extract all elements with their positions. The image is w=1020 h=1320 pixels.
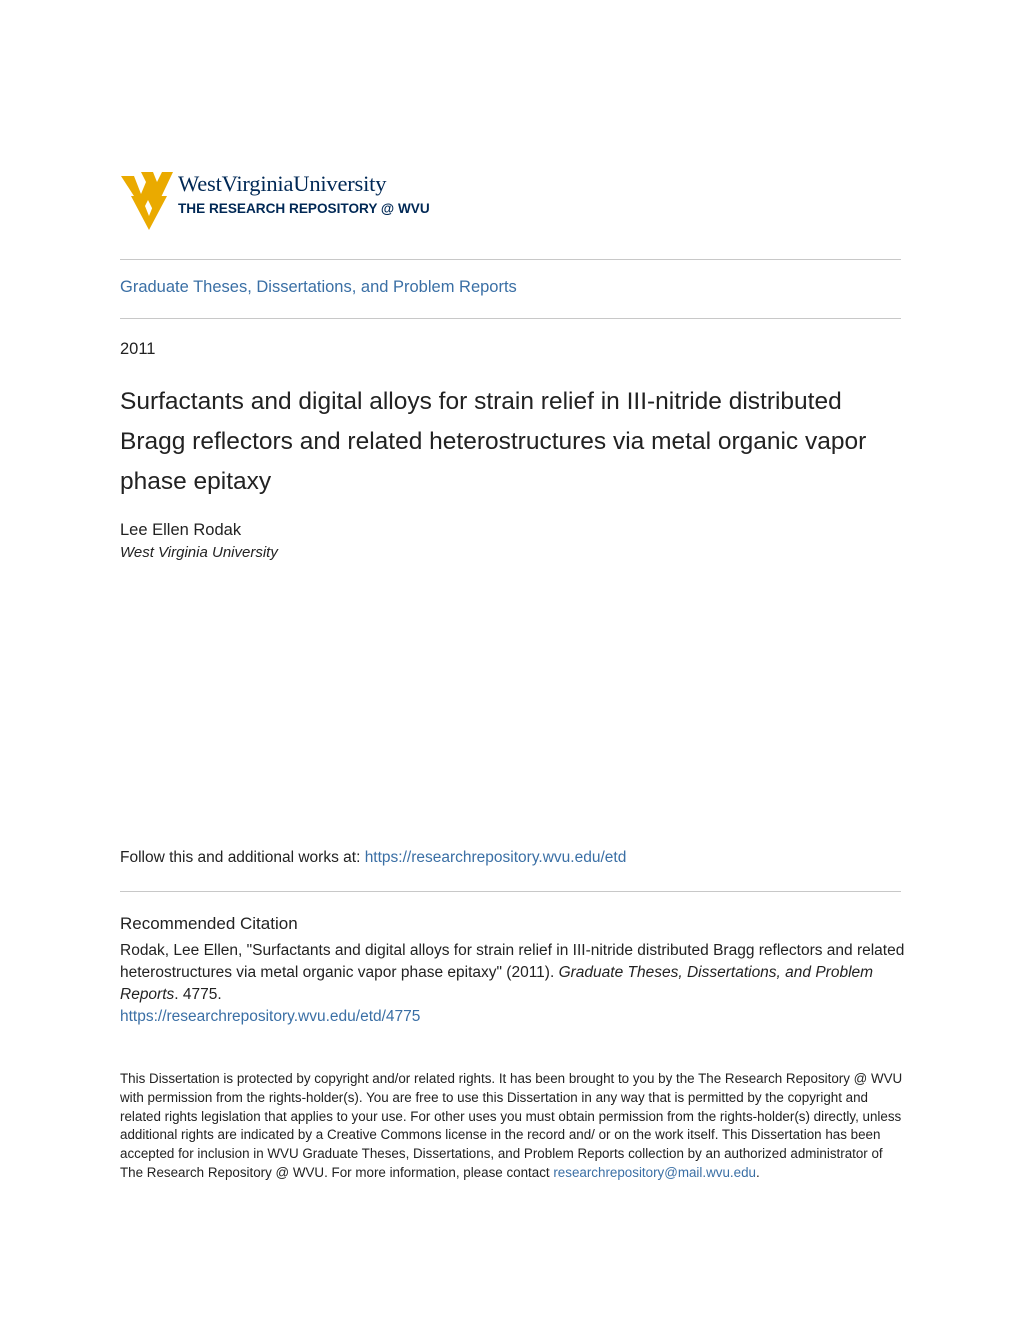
rights-statement — [120, 1070, 905, 1183]
citation-main: Rodak, Lee Ellen, "Surfactants and digital alloys for strain relief in III-nitride distributed Bragg reflectors and related heterostructures via metal organic vapor phase epitaxy" (2011). — [120, 942, 905, 981]
rights-end: . — [755, 1164, 760, 1180]
divider-citation — [120, 891, 901, 892]
citation-link[interactable]: https://researchrepository.wvu.edu/etd/4775 — [120, 1008, 421, 1025]
follow-line — [120, 849, 626, 867]
citation-series: Graduate Theses, Dissertations, and Problem Reports — [120, 964, 874, 1003]
author-affiliation: West Virginia University — [120, 544, 278, 561]
divider-top — [120, 259, 901, 260]
divider-series — [120, 318, 901, 319]
follow-text: Follow this and additional works at: — [120, 849, 365, 866]
rights-text: This Dissertation is protected by copyright and/or related rights. It has been brought to you by the The Research Repository @ WVU with permission from the rights-holder(s). You are free to use this Dissertation in any way that is permitted by the copyright and related rights legislation that applies to your use. For other uses you must obtain permission from the rights-holder(s) directly, unless additional rights are indicated by a Creative Commons license in the record and/ or on the work itself. This Dissertation has been accepted for inclusion in WVU Graduate Theses, Dissertations, and Problem Reports collection by an authorized administrator of The Research Repository @ WVU. For more information, please contact — [120, 1071, 903, 1180]
wvu-logo — [121, 168, 481, 230]
flying-wv-icon — [121, 168, 177, 230]
logo-wordmark: WestVirginiaUniversity — [178, 171, 387, 196]
series-link[interactable]: Graduate Theses, Dissertations, and Problem Reports — [120, 278, 517, 296]
citation-number: . 4775. — [174, 986, 222, 1003]
contact-email-link[interactable]: researchrepository@mail.wvu.edu — [553, 1164, 756, 1180]
citation-heading: Recommended Citation — [120, 914, 298, 933]
author-name: Lee Ellen Rodak — [120, 521, 242, 539]
citation-text — [120, 940, 905, 1028]
document-title: Surfactants and digital alloys for strain relief in III-nitride distributed Bragg reflectors and related heterostructures via metal organic vapor phase epitaxy — [120, 388, 867, 495]
publication-year: 2011 — [120, 340, 156, 358]
follow-link[interactable]: https://researchrepository.wvu.edu/etd — [364, 849, 627, 866]
logo-subtitle: THE RESEARCH REPOSITORY @ WVU — [178, 201, 430, 216]
